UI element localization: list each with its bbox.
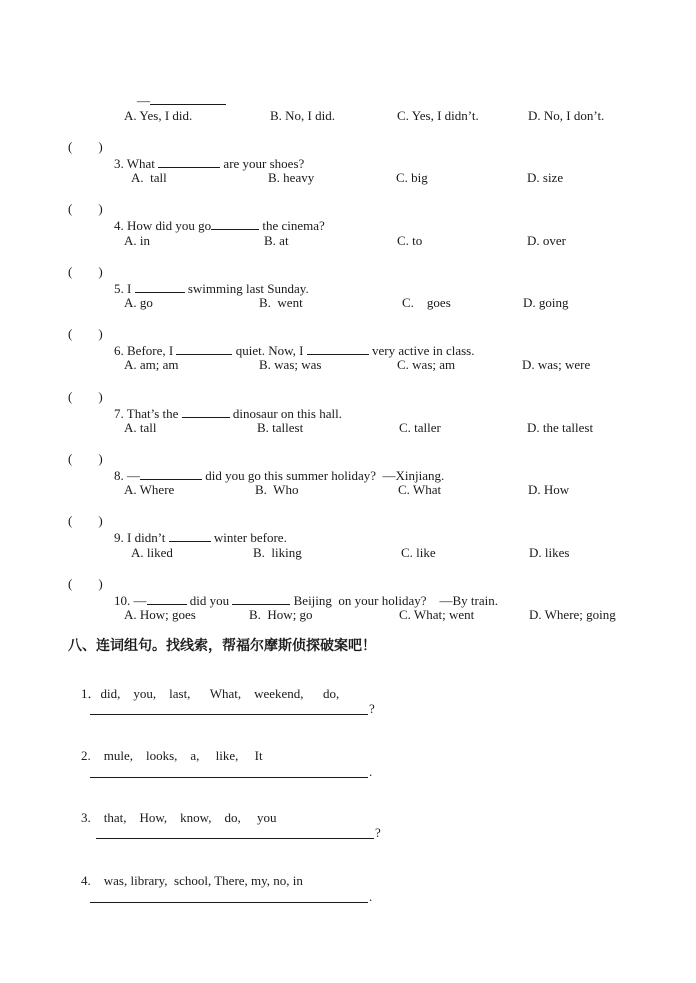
answer-paren[interactable]: ( ) (68, 201, 103, 216)
q6-option-d[interactable]: D. was; were (522, 357, 591, 372)
q2-option-c[interactable]: C. Yes, I didn’t. (397, 108, 479, 123)
question-text: are your shoes? (220, 156, 305, 171)
q7-option-d[interactable]: D. the tallest (527, 420, 594, 435)
answer-paren[interactable]: ( ) (68, 513, 103, 528)
question-text: 4. How did you go (114, 218, 212, 233)
reorder-item-4 (68, 857, 303, 905)
reorder-item-3 (68, 794, 276, 842)
answer-paren[interactable]: ( ) (68, 139, 103, 154)
question-text: winter before. (210, 530, 287, 545)
question-text: did you go this summer holiday? —Xinjiang. (202, 468, 445, 483)
q5-option-b[interactable]: B. went (259, 295, 303, 310)
q10-option-d[interactable]: D. Where; going (529, 607, 616, 622)
question-text: 3. What (114, 156, 159, 171)
answer-paren[interactable]: ( ) (68, 451, 103, 466)
word-list: did, you, last, What, weekend, do, (100, 686, 340, 701)
q10-option-c[interactable]: C. What; went (399, 607, 475, 622)
answer-blank[interactable] (169, 529, 211, 542)
answer-paren[interactable]: ( ) (68, 326, 103, 341)
reorder-item-1 (68, 670, 339, 718)
question-text: 9. I didn’t (114, 530, 169, 545)
q9-option-d[interactable]: D. likes (529, 545, 570, 560)
answer-blank[interactable] (150, 92, 226, 105)
question-text: swimming last Sunday. (184, 281, 309, 296)
question-text: 5. I (114, 281, 135, 296)
word-list: that, How, know, do, you (103, 810, 277, 825)
q5-option-d[interactable]: D. going (523, 295, 569, 310)
answer-paren[interactable]: ( ) (68, 264, 103, 279)
q2-option-a[interactable]: A. Yes, I did. (124, 108, 193, 123)
item-number: 3. (81, 810, 91, 825)
q8-option-c[interactable]: C. What (398, 482, 442, 497)
answer-blank[interactable] (176, 342, 232, 355)
end-punctuation: . (369, 764, 373, 779)
end-punctuation: . (369, 889, 373, 904)
answer-paren[interactable]: ( ) (68, 576, 103, 591)
question-text: 7. That’s the (114, 406, 182, 421)
q3-option-c[interactable]: C. big (396, 170, 428, 185)
q9-option-c[interactable]: C. like (401, 545, 436, 560)
item-number: 1． (81, 686, 101, 701)
item-number: 4. (81, 873, 91, 888)
q9-option-b[interactable]: B. liking (253, 545, 302, 560)
answer-blank[interactable] (182, 405, 230, 418)
answer-line[interactable] (90, 777, 368, 778)
answer-blank[interactable] (211, 217, 259, 230)
answer-blank[interactable] (158, 155, 220, 168)
question-text: 6. Before, I (114, 343, 177, 358)
q8-option-b[interactable]: B. Who (255, 482, 299, 497)
word-list: was, library, school, There, my, no, in (103, 873, 303, 888)
q8-option-a[interactable]: A. Where (124, 482, 175, 497)
answer-blank[interactable] (307, 342, 369, 355)
answer-line[interactable] (90, 714, 368, 715)
q4-option-d[interactable]: D. over (527, 233, 566, 248)
q4-option-c[interactable]: C. to (397, 233, 423, 248)
q3-option-b[interactable]: B. heavy (268, 170, 315, 185)
answer-blank[interactable] (140, 467, 202, 480)
q2-option-b[interactable]: B. No, I did. (270, 108, 335, 123)
end-punctuation: ? (375, 825, 381, 840)
q7-option-b[interactable]: B. tallest (257, 420, 304, 435)
question-text: the cinema? (259, 218, 325, 233)
item-number: 2. (81, 748, 91, 763)
q7-option-c[interactable]: C. taller (399, 420, 441, 435)
q2-answer-prefix: — (137, 93, 150, 108)
question-text: did you (186, 593, 233, 608)
end-punctuation: ? (369, 701, 375, 716)
word-list: mule, looks, a, like, It (103, 748, 263, 763)
q5-option-a[interactable]: A. go (124, 295, 153, 310)
section-8-title: 八、连词组句。找线索，帮福尔摩斯侦探破案吧！ (68, 638, 376, 654)
q10-option-b[interactable]: B. How; go (249, 607, 313, 622)
q6-option-c[interactable]: C. was; am (397, 357, 456, 372)
q6-option-b[interactable]: B. was; was (259, 357, 322, 372)
question-text: very active in class. (368, 343, 475, 358)
answer-blank[interactable] (232, 592, 290, 605)
q9-option-a[interactable]: A. liked (131, 545, 173, 560)
question-text: Beijing on your holiday? —By train. (290, 593, 498, 608)
answer-line[interactable] (96, 838, 374, 839)
q8-option-d[interactable]: D. How (528, 482, 570, 497)
answer-paren[interactable]: ( ) (68, 389, 103, 404)
answer-blank[interactable] (147, 592, 187, 605)
q4-option-a[interactable]: A. in (124, 233, 150, 248)
q5-option-c[interactable]: C. goes (402, 295, 451, 310)
q4-option-b[interactable]: B. at (264, 233, 289, 248)
question-text: dinosaur on this hall. (229, 406, 342, 421)
q3-option-d[interactable]: D. size (527, 170, 564, 185)
question-text: 10. — (114, 593, 147, 608)
q2-option-d[interactable]: D. No, I don’t. (528, 108, 605, 123)
reorder-item-2 (68, 732, 263, 780)
q6-option-a[interactable]: A. am; am (124, 357, 179, 372)
answer-line[interactable] (90, 902, 368, 903)
q3-option-a[interactable]: A. tall (131, 170, 167, 185)
answer-blank[interactable] (135, 280, 185, 293)
question-text: quiet. Now, I (232, 343, 307, 358)
question-text: 8. — (114, 468, 140, 483)
q10-option-a[interactable]: A. How; goes (124, 607, 196, 622)
q7-option-a[interactable]: A. tall (124, 420, 157, 435)
